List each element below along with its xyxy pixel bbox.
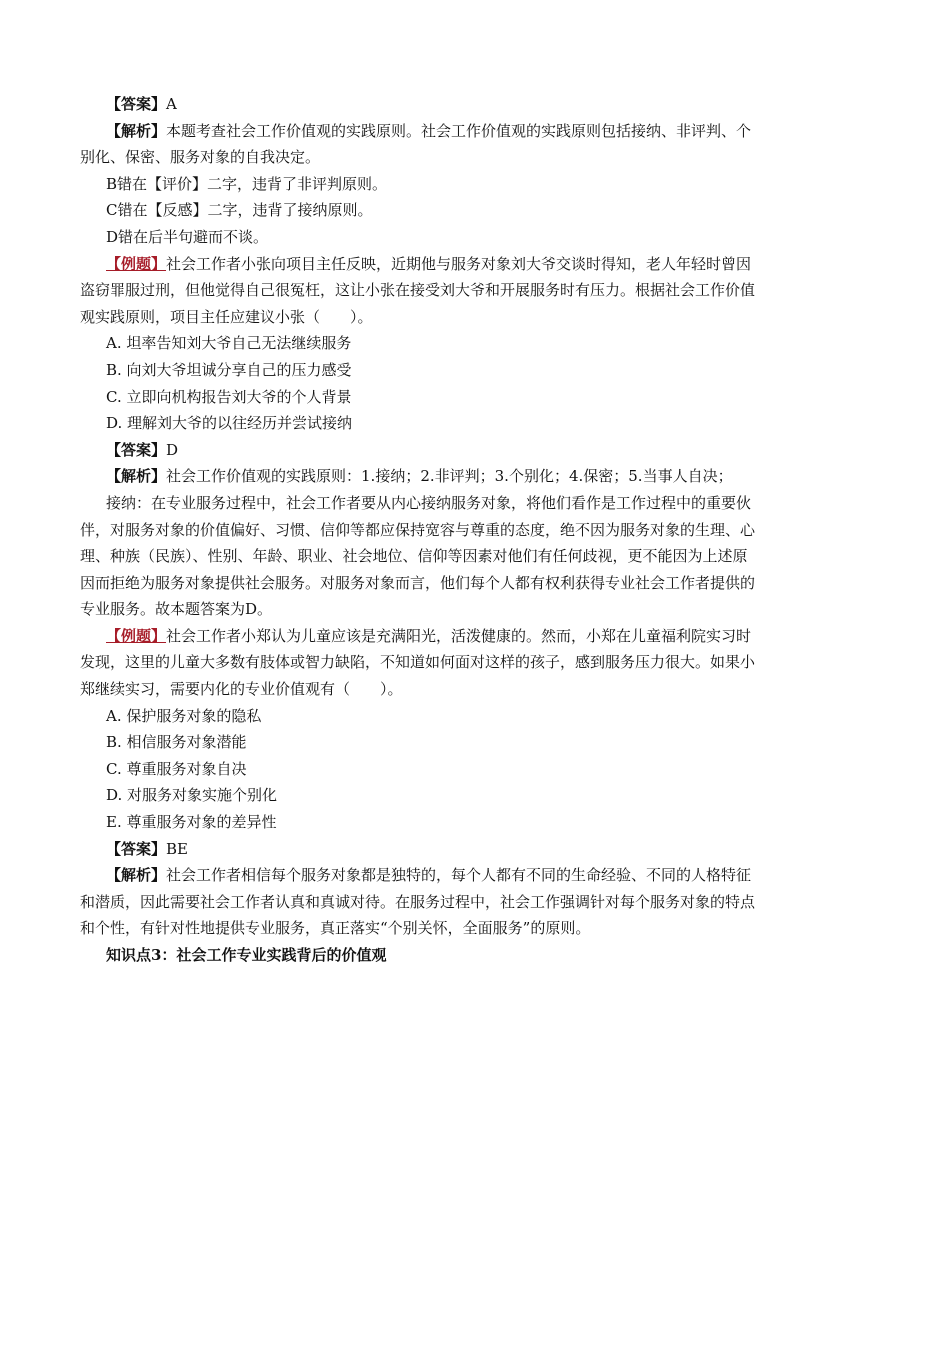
question-text: 社会工作者小张向项目主任反映，近期他与服务对象刘大爷交谈时得知，老人年轻时曾因 [166, 254, 752, 273]
analysis-tag: 【解析】 [106, 121, 167, 140]
paragraph-line: 理、种族（民族）、性别、年龄、职业、社会地位、信仰等因素对他们有任何歧视，更不能因为上述原 [80, 547, 748, 566]
option-b: B. 相信服务对象潜能 [106, 733, 247, 752]
paragraph-line: 接纳：在专业服务过程中，社会工作者要从内心接纳服务对象，将他们看作是工作过程中的重要伙 [106, 493, 752, 512]
option-c: C. 立即向机构报告刘大爷的个人背景 [106, 387, 352, 406]
paragraph-line: 伴，对服务对象的价值偏好、习惯、信仰等都应保持宽容与尊重的态度，绝不因为服务对象的生理、心 [80, 520, 756, 539]
analysis-continuation: 和个性，有针对性地提供专业服务，真正落实“个别关怀，全面服务”的原则。 [80, 919, 591, 938]
question-text: 社会工作者小郑认为儿童应该是充满阳光，活泼健康的。然而，小郑在儿童福利院实习时 [166, 626, 752, 645]
analysis-line [106, 862, 870, 889]
question-continuation: 郑继续实习，需要内化的专业价值观有（ ）。 [80, 680, 403, 699]
option-d: D. 对服务对象实施个别化 [106, 786, 278, 805]
question-continuation: 盗窃罪服过刑，但他觉得自己很冤枉，这让小张在接受刘大爷和开展服务时有压力。根据社会工作价值 [80, 281, 756, 300]
option-d: D. 理解刘大爷的以往经历并尝试接纳 [106, 414, 353, 433]
analysis-line [106, 118, 870, 145]
answer-line [106, 437, 870, 464]
answer-tag: 【答案】 [106, 839, 167, 858]
answer-tag: 【答案】 [106, 440, 167, 459]
analysis-line [106, 463, 870, 490]
explanation-d: D错在后半句避而不谈。 [106, 227, 269, 246]
answer-value: A [166, 95, 177, 113]
analysis-continuation: 和潜质，因此需要社会工作者认真和真诚对待。在服务过程中，社会工作强调针对每个服务对象的特点 [80, 892, 756, 911]
analysis-tag: 【解析】 [106, 467, 167, 486]
option-e: E. 尊重服务对象的差异性 [106, 813, 277, 832]
option-a: A. 保护服务对象的隐私 [106, 706, 262, 725]
example-tag: 【例题】 [106, 626, 167, 645]
paragraph-line: 因而拒绝为服务对象提供社会服务。对服务对象而言，他们每个人都有权利获得专业社会工作者提供的 [80, 573, 756, 592]
explanation-b: B错在【评价】二字，违背了非评判原则。 [106, 174, 388, 193]
option-a: A. 坦率告知刘大爷自己无法继续服务 [106, 334, 352, 353]
answer-value: D [166, 440, 179, 459]
option-b: B. 向刘大爷坦诚分享自己的压力感受 [106, 360, 352, 379]
question-continuation: 观实践原则，项目主任应建议小张（ ）。 [80, 307, 373, 326]
example-question [106, 623, 870, 650]
answer-value: BE [166, 839, 188, 858]
option-c: C. 尊重服务对象自决 [106, 759, 247, 778]
answer-line [106, 836, 870, 863]
analysis-continuation: 别化、保密、服务对象的自我决定。 [80, 148, 321, 167]
question-continuation: 发现，这里的儿童大多数有肢体或智力缺陷，不知道如何面对这样的孩子，感到服务压力很大。如果小 [80, 653, 756, 672]
analysis-text: 社会工作价值观的实践原则：1.接纳；2.非评判；3.个别化；4.保密；5.当事人自决； [166, 467, 733, 486]
answer-line [106, 91, 870, 118]
knowledge-point-heading: 知识点3：社会工作专业实践背后的价值观 [106, 946, 387, 964]
analysis-text: 本题考查社会工作价值观的实践原则。社会工作价值观的实践原则包括接纳、非评判、个 [166, 121, 752, 140]
example-question [106, 251, 870, 278]
answer-tag: 【答案】 [106, 95, 167, 113]
analysis-tag: 【解析】 [106, 866, 167, 885]
paragraph-line: 专业服务。故本题答案为D。 [80, 600, 273, 619]
example-tag: 【例题】 [106, 254, 167, 273]
analysis-text: 社会工作者相信每个服务对象都是独特的，每个人都有不同的生命经验、不同的人格特征 [166, 866, 752, 885]
explanation-c: C错在【反感】二字，违背了接纳原则。 [106, 201, 373, 220]
